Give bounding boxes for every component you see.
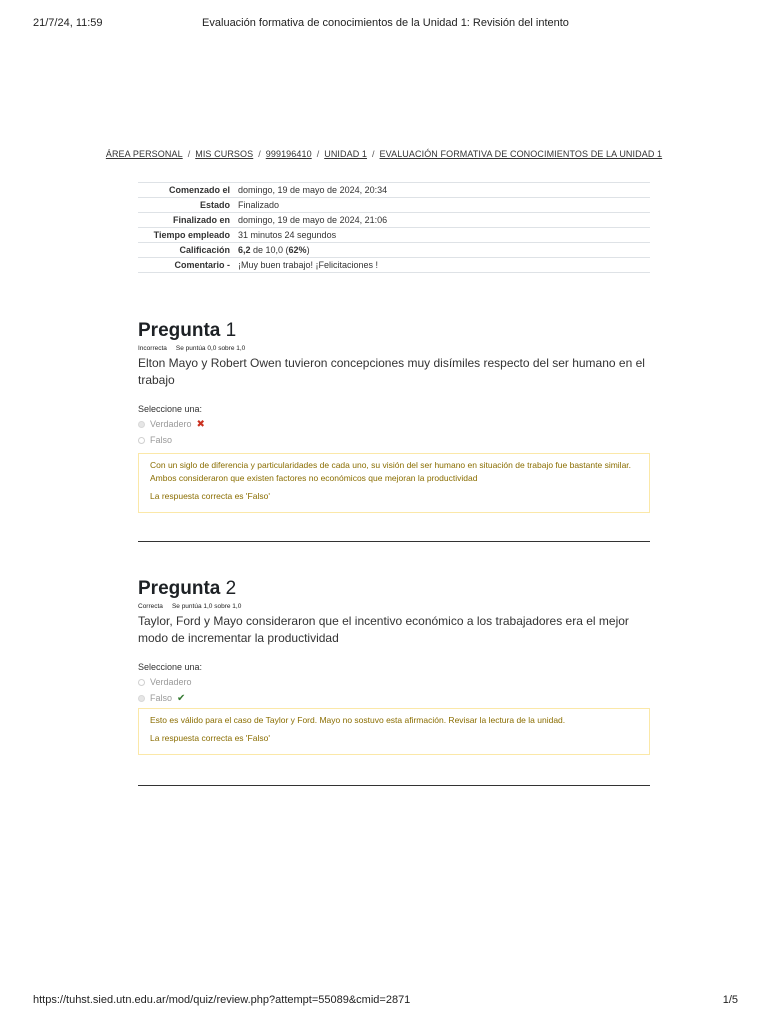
question-label: Pregunta bbox=[138, 320, 221, 341]
breadcrumb-course[interactable]: 999196410 bbox=[265, 149, 312, 159]
question-title bbox=[138, 578, 650, 600]
answer-label: Verdadero bbox=[150, 419, 192, 429]
summary-value: 31 minutos 24 segundos bbox=[238, 230, 337, 240]
answer-label: Falso bbox=[150, 435, 173, 445]
summary-row-grade bbox=[138, 243, 650, 258]
feedback-box bbox=[138, 708, 650, 755]
answer-prompt: Seleccione una: bbox=[138, 662, 203, 672]
radio-button-checked[interactable] bbox=[138, 695, 145, 702]
question-grade: Se puntúa 1,0 sobre 1,0 bbox=[171, 603, 242, 610]
breadcrumb-area-personal[interactable]: ÁREA PERSONAL bbox=[105, 149, 183, 159]
summary-value: domingo, 19 de mayo de 2024, 20:34 bbox=[238, 185, 388, 195]
question-1 bbox=[138, 320, 650, 513]
grade-close: ) bbox=[306, 245, 310, 255]
question-2 bbox=[138, 578, 650, 755]
breadcrumb bbox=[0, 149, 768, 159]
print-header bbox=[33, 17, 738, 31]
question-divider bbox=[138, 785, 650, 786]
right-answer: La respuesta correcta es 'Falso' bbox=[150, 491, 270, 501]
summary-value: ¡Muy buen trabajo! ¡Felicitaciones ! bbox=[238, 260, 379, 270]
breadcrumb-separator: / bbox=[372, 149, 375, 159]
summary-row-finished bbox=[138, 213, 650, 228]
radio-button[interactable] bbox=[138, 679, 145, 686]
general-feedback: Esto es válido para el caso de Taylor y Ford. Mayo no sostuvo esta afirmación. Revisar la lectura de la unidad. bbox=[150, 715, 566, 725]
summary-value: domingo, 19 de mayo de 2024, 21:06 bbox=[238, 215, 388, 225]
grade-percent: 62% bbox=[288, 245, 307, 255]
summary-label: Comentario - bbox=[174, 260, 230, 270]
radio-button[interactable] bbox=[138, 437, 145, 444]
summary-label: Comenzado el bbox=[168, 185, 230, 195]
question-label: Pregunta bbox=[138, 578, 221, 599]
summary-label: Calificación bbox=[179, 245, 230, 255]
answer-label: Falso bbox=[150, 693, 173, 703]
breadcrumb-separator: / bbox=[316, 149, 320, 159]
question-divider bbox=[138, 541, 650, 542]
breadcrumb-mis-cursos[interactable]: MIS CURSOS bbox=[195, 149, 254, 159]
answer-option-falso[interactable] bbox=[138, 432, 650, 448]
question-info bbox=[138, 603, 650, 612]
right-answer: La respuesta correcta es 'Falso' bbox=[150, 733, 270, 743]
print-page-number: 1/5 bbox=[722, 994, 738, 1006]
breadcrumb-unidad[interactable]: UNIDAD 1 bbox=[324, 149, 368, 159]
answer-prompt: Seleccione una: bbox=[138, 404, 203, 414]
correct-icon: ✔ bbox=[177, 692, 186, 704]
feedback-box bbox=[138, 453, 650, 513]
summary-label: Estado bbox=[199, 200, 230, 210]
answer-option-verdadero[interactable] bbox=[138, 416, 650, 432]
general-feedback: Con un siglo de diferencia y particularidades de cada uno, su visión del ser humano en situación de trabajo fue bastante similar. Ambos consideraron que existen factores no económicos que mejoran la productividad bbox=[150, 460, 632, 483]
summary-value bbox=[238, 243, 650, 258]
answer-option-falso[interactable] bbox=[138, 690, 650, 706]
summary-label: Finalizado en bbox=[172, 215, 230, 225]
summary-row-comment bbox=[138, 258, 650, 273]
radio-button-checked[interactable] bbox=[138, 421, 145, 428]
summary-row-time-taken bbox=[138, 228, 650, 243]
breadcrumb-separator: / bbox=[258, 149, 261, 159]
question-grade: Se puntúa 0,0 sobre 1,0 bbox=[175, 345, 246, 352]
breadcrumb-separator: / bbox=[187, 149, 191, 159]
question-number: 1 bbox=[225, 320, 237, 341]
grade-of: de 10,0 ( bbox=[250, 245, 289, 255]
incorrect-icon: ✖ bbox=[196, 418, 205, 430]
question-number: 2 bbox=[225, 578, 237, 599]
question-info bbox=[138, 345, 650, 354]
summary-row-state bbox=[138, 198, 650, 213]
question-title bbox=[138, 320, 650, 342]
question-state: Correcta bbox=[138, 603, 163, 610]
attempt-summary-table bbox=[138, 182, 650, 273]
print-footer bbox=[33, 994, 738, 1008]
question-text: Elton Mayo y Robert Owen tuvieron concepciones muy disímiles respecto del ser humano en el trabajo bbox=[138, 356, 645, 387]
answer-option-verdadero[interactable] bbox=[138, 674, 650, 690]
summary-label: Tiempo empleado bbox=[153, 230, 230, 240]
print-url: https://tuhst.sied.utn.edu.ar/mod/quiz/review.php?attempt=55089&cmid=2871 bbox=[33, 994, 411, 1006]
grade-score: 6,2 bbox=[238, 245, 251, 255]
breadcrumb-quiz[interactable]: EVALUACIÓN FORMATIVA DE CONOCIMIENTOS DE LA UNIDAD 1 bbox=[379, 149, 663, 159]
print-date: 21/7/24, 11:59 bbox=[33, 17, 103, 29]
summary-row-started bbox=[138, 183, 650, 198]
question-text: Taylor, Ford y Mayo consideraron que el incentivo económico a los trabajadores era el mejor modo de incrementar la productividad bbox=[138, 614, 629, 645]
summary-value: Finalizado bbox=[238, 200, 280, 210]
print-title: Evaluación formativa de conocimientos de la Unidad 1: Revisión del intento bbox=[202, 17, 569, 29]
question-state: Incorrecta bbox=[138, 345, 167, 352]
answer-label: Verdadero bbox=[150, 677, 192, 687]
